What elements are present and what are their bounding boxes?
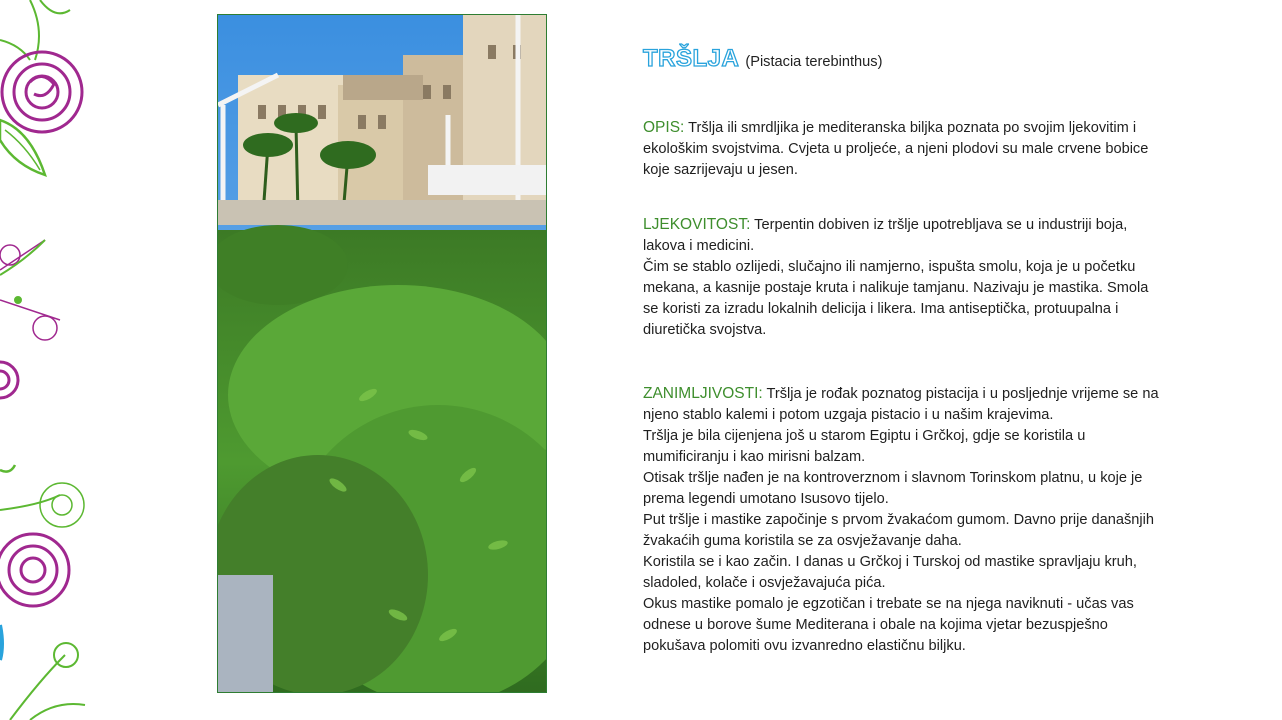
section-zanimljivosti: [643, 383, 1163, 657]
plant-photo: [217, 14, 547, 693]
section-heading: ZANIMLJIVOSTI:: [643, 385, 763, 402]
section-paragraph: Put tršlje i mastike započinje s prvom žvakaćom gumom. Davno prije današnjih žvakaćih guma koristila se za osvježavanje daha.: [643, 512, 1154, 549]
section-heading: LJEKOVITOST:: [643, 216, 751, 233]
text-panel: [643, 45, 1163, 657]
section-opis: [643, 117, 1163, 181]
section-text: Tršlja ili smrdljika je mediteranska biljka poznata po svojim ljekovitim i ekološkim svojstvima. Cvjeta u proljeće, a njeni plodovi su male crvene bobice koje sazrijevaju u jesen.: [643, 120, 1149, 178]
section-paragraph: [643, 383, 1163, 426]
page-title: TRŠLJA: [643, 45, 740, 72]
section-ljekovitost: [643, 214, 1163, 341]
latin-name: (Pistacia terebinthus): [745, 54, 883, 70]
section-paragraph: Okus mastike pomalo je egzotičan i trebate se na njega naviknuti - učas vas odnese u borove šume Mediterana i obale na kojima vjetar bezuspješno pokušava polomiti ovu izvanredno elastičnu biljku.: [643, 596, 1134, 654]
floral-decoration: [0, 0, 110, 720]
section-paragraph: [643, 117, 1163, 181]
section-text: Tršlja je rođak poznatog pistacija i u posljednje vrijeme se na njeno stablo kalemi i potom uzgaja pistacio i u našim krajevima.: [643, 386, 1159, 423]
section-heading: OPIS:: [643, 119, 685, 136]
title-row: [643, 45, 1163, 73]
section-paragraph: Tršlja je bila cijenjena još u starom Egiptu i Grčkoj, gdje se koristila u mumificiranju i kao mirisni balzam.: [643, 428, 1086, 465]
section-paragraph: [643, 214, 1163, 257]
section-paragraph: Čim se stablo ozlijedi, slučajno ili namjerno, ispušta smolu, koja je u početku mekana, a kasnije postaje kruta i nalikuje tamjanu. Nazivaju je mastika. Smola se koristi za izradu lokalnih delicija i likera. Ima antiseptička, protuupalna i diuretička svojstva.: [643, 259, 1149, 338]
section-text: Terpentin dobiven iz tršlje upotrebljava se u industriji boja, lakova i medicini.: [643, 217, 1128, 254]
section-paragraph: Koristila se i kao začin. I danas u Grčkoj i Turskoj od mastike spravljaju kruh, sladoled, kolače i osvježavajuća pića.: [643, 554, 1137, 591]
section-paragraph: Otisak tršlje nađen je na kontroverznom i slavnom Torinskom platnu, u koje je prema legendi umotano Isusovo tijelo.: [643, 470, 1143, 507]
